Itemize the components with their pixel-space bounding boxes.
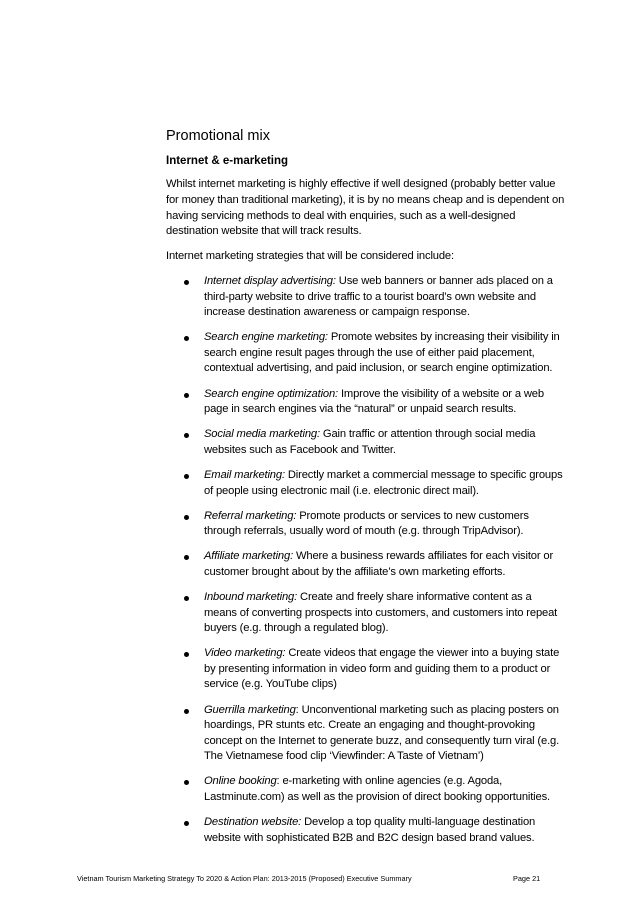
list-item [166, 427, 566, 458]
bullet-icon [184, 393, 189, 398]
strategy-term: Search engine marketing: [204, 331, 328, 344]
strategy-term: Internet display advertising: [204, 274, 336, 287]
strategy-term: Inbound marketing: [204, 590, 298, 603]
strategy-text: Promote websites by increasing their visibility in search engine result pages through the use of either paid placement, contextual advertising, and paid inclusion, or search engine optimization. [204, 331, 560, 375]
list-item [166, 549, 566, 580]
footer-page-number: Page 21 [513, 874, 541, 883]
strategy-term: Destination website: [204, 816, 302, 829]
lead-in-paragraph: Internet marketing strategies that will be considered include: [166, 250, 454, 263]
page-content [166, 127, 566, 856]
bullet-icon [184, 280, 189, 285]
list-item [166, 815, 566, 846]
strategy-text: Directly market a commercial message to specific groups of people using electronic mail (i.e. electronic direct mail). [204, 468, 563, 497]
strategy-term: Referral marketing: [204, 509, 297, 522]
strategy-text: Use web banners or banner ads placed on a third-party website to drive traffic to a tourist board’s own website and increase destination awareness or campaign response. [204, 274, 553, 319]
list-item [166, 703, 566, 765]
strategy-text: Create and freely share informative content as a means of converting prospects into customers, and customers into repeat buyers (e.g. through a regulated blog). [204, 590, 558, 635]
section-title: Promotional mix [166, 128, 270, 144]
strategy-term: Video marketing: [204, 647, 286, 660]
bullet-icon [184, 821, 189, 826]
strategy-term: Guerrilla marketing [204, 703, 296, 716]
strategy-term: Email marketing: [204, 468, 285, 481]
intro-paragraph: Whilst internet marketing is highly effective if well designed (probably better value for money than traditional marketing), it is by no means cheap and is dependent on having servicing methods to deal with enquiries, such as a well-designed destination website that will track results. [166, 178, 565, 238]
footer-document-title: Vietnam Tourism Marketing Strategy To 2020 & Action Plan: 2013-2015 (Proposed) Executive Summary [77, 874, 412, 883]
strategy-text: Develop a top quality multi-language destination website with sophisticated B2B and B2C design based brand values. [204, 816, 536, 844]
strategy-text: Create videos that engage the viewer into a buying state by presenting information in video form and guiding them to a product or service (e.g. YouTube clips) [204, 647, 560, 691]
list-item [166, 468, 566, 499]
list-item [166, 330, 566, 377]
strategy-term: Social media marketing: [204, 428, 320, 441]
bullet-icon [184, 474, 189, 479]
strategy-term: Online booking [204, 775, 277, 788]
bullet-icon [184, 555, 189, 560]
list-item [166, 590, 566, 637]
strategy-text: : Unconventional marketing such as placing posters on hoardings, PR stunts etc. Create an engaging and thought-provoking concept on the Internet to generate buzz, and consequently turn viral (e.g. The Vietnamese food clip ‘Viewfinder: A Taste of Vietnam’) [204, 703, 560, 763]
bullet-icon [184, 780, 189, 785]
list-item [166, 274, 566, 321]
bullet-icon [184, 336, 189, 341]
bullet-icon [184, 652, 189, 657]
strategy-text: Gain traffic or attention through social media websites such as Facebook and Twitter. [204, 428, 536, 456]
strategy-text: : e-marketing with online agencies (e.g. Agoda, Lastminute.com) as well as the provision of direct booking opportunities. [204, 775, 550, 804]
strategy-text: Improve the visibility of a website or a web page in search engines via the “natural” or unpaid search results. [204, 387, 544, 416]
bullet-icon [184, 709, 189, 714]
subheading: Internet & e-marketing [166, 155, 289, 167]
bullet-icon [184, 596, 189, 601]
list-item [166, 774, 566, 805]
strategy-term: Affiliate marketing: [204, 550, 294, 563]
bullet-icon [184, 515, 189, 520]
strategy-text: Where a business rewards affiliates for each visitor or customer brought about by the affiliate’s own marketing efforts. [204, 550, 554, 578]
strategy-list [166, 274, 566, 846]
strategy-text: Promote products or services to new customers through referrals, usually word of mouth (e.g. through TripAdvisor). [204, 509, 529, 538]
list-item [166, 509, 566, 540]
strategy-term: Search engine optimization: [204, 387, 339, 400]
list-item [166, 387, 566, 418]
bullet-icon [184, 433, 189, 438]
list-item [166, 646, 566, 693]
